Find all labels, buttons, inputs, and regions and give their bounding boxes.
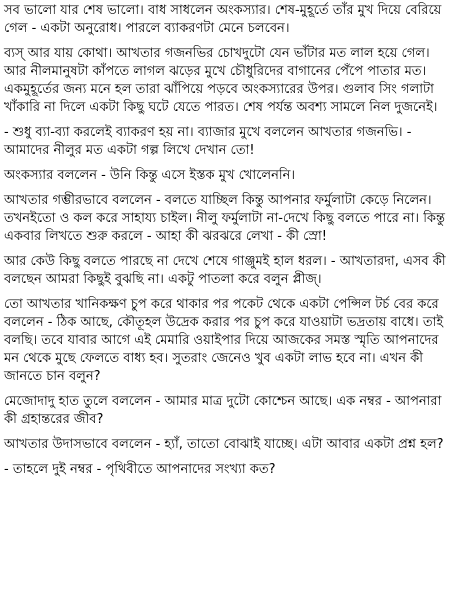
paragraph: - তাহলে দুই নম্বর - পৃথিবীতে আপনাদের সংখ্যা কত?	[4, 462, 276, 477]
paragraph: - শুধু ব্যা-ব্যা করলেই ব্যাকরণ হয় না। ব্যাজার মুখে বললেন আখতার গজনভি। - আমাদের নীলুর মত একটা গল্প লিখে দেখান তো!	[4, 125, 412, 158]
paragraph: আর কেউ কিছু বলতে পারছে না দেখে শেষে গাঞ্জুমই হাল ধরল। - আখতারদা, এসব কী বলছেন আমরা কিছুই বুঝছি না। একটু পাতলা করে বলুন প্লীজ্‌।	[4, 254, 446, 287]
paragraph: তো আখতার খানিকক্ষণ চুপ করে থাকার পর পকেট থেকে একটা পেন্সিল টর্চ বের করে বললেন - ঠিক আছে, কৌতূহল উদ্রেক করার পর চুপ করে যাওয়াটা ভদ্রতায় বাধে। তাই বলছি। তবে যাবার আগে এই মেমারি ওয়াইপার দিয়ে আজকের সমস্ত স্মৃতি আপনাদের মন থেকে মুছে ফেলতে বাধ্য হব। সুতরাং জেনেও খুব একটা লাভ হবে না। এখন কী জানতে চান বলুন?	[4, 297, 444, 384]
paragraph: আখতার উদাসভাবে বললেন - হ্যাঁ, তাতো বোঝাই যাচ্ছে। এটা আবার একটা প্রশ্ন হল?	[4, 437, 444, 452]
paragraph: সব ভালো যার শেষ ভালো। বাধ সাধলেন অংকস্যার। শেষ-মুহূর্তে তাঁর মুখ দিয়ে বেরিয়ে গেল - একটা অনুরোধ। পারলে ব্যাকরণটা মেনে চলবেন।	[4, 3, 442, 36]
paragraph: মেজোদাদু হাত তুলে বললেন - আমার মাত্র দুটো কোশ্চেন আছে। এক নম্বর - আপনারা কী গ্রহান্তরের জীব?	[4, 394, 442, 427]
paragraph: ব্যস্‌ আর যায় কোথা। আখতার গজনভির চোখদুটো যেন ভাঁটার মত লাল হয়ে গেল। আর নীলমানুষটা কাঁপতে লাগল ঝড়ের মুখে চৌধুরিদের বাগানের পেঁপে পাতার মত। একমুহূর্তের জন্য মনে হল তারা ঝাঁপিয়ে পড়বে অংকস্যারের উপর। গুলাব সিং গলাটা খাঁকারি না দিলে একটা কিছু ঘটে যেতে পারত। শেষ পর্যন্ত অবশ্য সামলে নিল দুজনেই।	[4, 46, 438, 115]
paragraph: আখতার গম্ভীরভাবে বললেন - বলতে যাচ্ছিল কিন্তু আপনার ফর্মুলাটা কেড়ে নিলেন। তখনইতো ও কল করে সাহায্য চাইল। নীলু ফর্মুলাটা না-দেখে কিছু বলতে পারে না। কিন্তু একবার লিখতে শুরু করলে - আহা কী ঝরঝরে লেখা - কী স্রো!	[4, 193, 445, 244]
paragraph: অংকস্যার বললেন - উনি কিন্তু এসে ইস্তক মুখ খোলেননি।	[4, 168, 295, 183]
